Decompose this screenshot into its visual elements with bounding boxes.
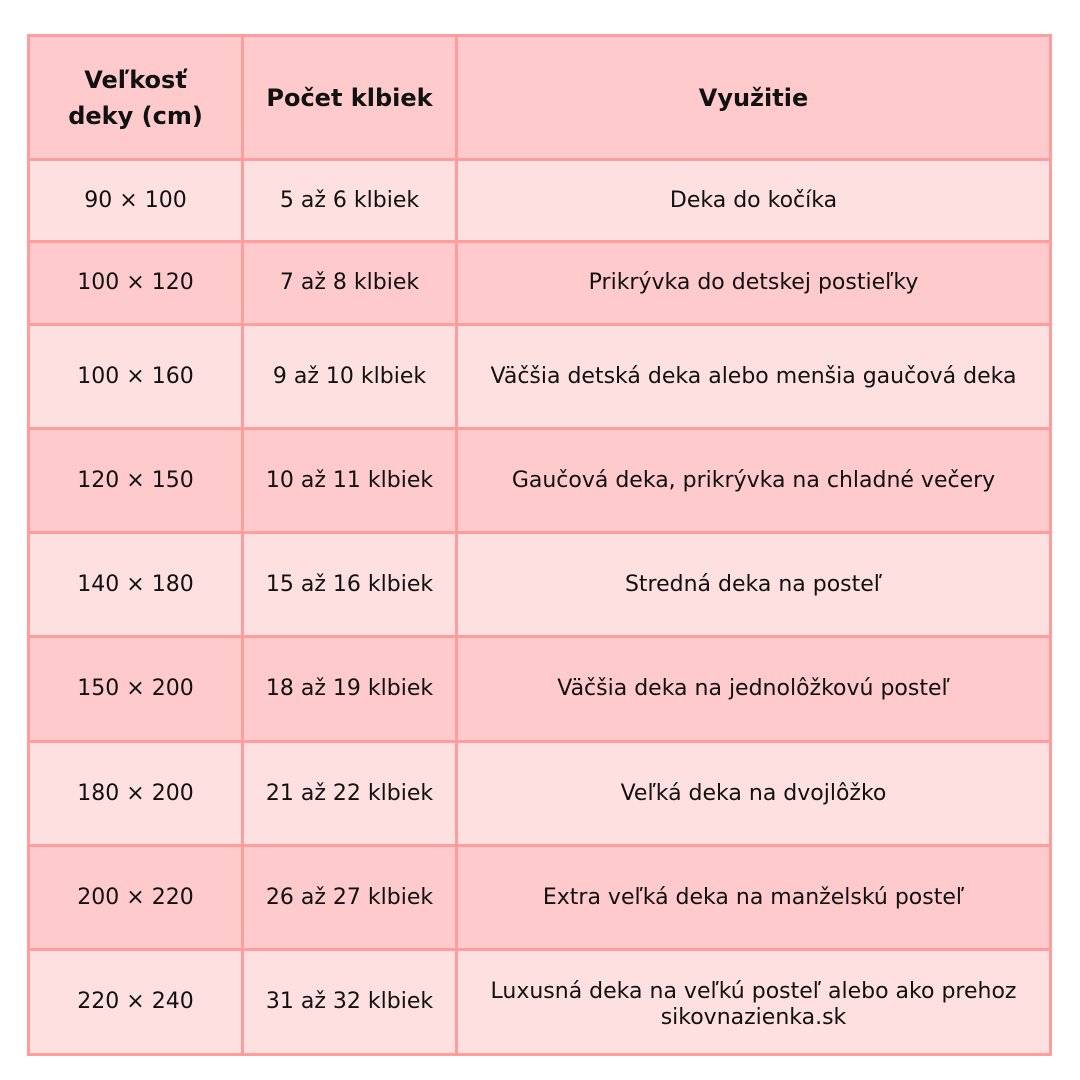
- cell-usage: Väčšia detská deka alebo menšia gaučová deka: [457, 325, 1051, 429]
- cell-skeins: 15 až 16 klbiek: [243, 533, 457, 637]
- cell-usage: Gaučová deka, prikrývka na chladné večery: [457, 429, 1051, 533]
- table-row: [29, 846, 1051, 950]
- cell-usage: Stredná deka na posteľ: [457, 533, 1051, 637]
- cell-skeins: 10 až 11 klbiek: [243, 429, 457, 533]
- yarn-blanket-table-container: [27, 34, 1049, 1056]
- cell-skeins: 21 až 22 klbiek: [243, 742, 457, 846]
- header-usage: Využitie: [457, 36, 1051, 160]
- cell-usage: Extra veľká deka na manželskú posteľ: [457, 846, 1051, 950]
- watermark-text: sikovnazienka.sk: [660, 1005, 847, 1030]
- cell-size: 180 × 200: [29, 742, 243, 846]
- table-row: [29, 742, 1051, 846]
- cell-size: 150 × 200: [29, 637, 243, 742]
- cell-usage-text: Luxusná deka na veľkú posteľ alebo ako prehoz: [490, 979, 1017, 1004]
- cell-usage: Väčšia deka na jednolôžkovú posteľ: [457, 637, 1051, 742]
- blanket-size-table: [27, 34, 1052, 1056]
- cell-usage: [457, 950, 1051, 1055]
- cell-skeins: 18 až 19 klbiek: [243, 637, 457, 742]
- table-header-row: [29, 36, 1051, 160]
- cell-size: 100 × 160: [29, 325, 243, 429]
- table-row: [29, 950, 1051, 1055]
- cell-size: 90 × 100: [29, 160, 243, 242]
- table-row: [29, 533, 1051, 637]
- cell-skeins: 9 až 10 klbiek: [243, 325, 457, 429]
- header-skein-count: Počet klbiek: [243, 36, 457, 160]
- cell-size: 200 × 220: [29, 846, 243, 950]
- cell-skeins: 31 až 32 klbiek: [243, 950, 457, 1055]
- table-row: [29, 637, 1051, 742]
- cell-skeins: 7 až 8 klbiek: [243, 242, 457, 325]
- cell-skeins: 26 až 27 klbiek: [243, 846, 457, 950]
- cell-size: 220 × 240: [29, 950, 243, 1055]
- header-blanket-size: [29, 36, 243, 160]
- header-blanket-size-line1: Veľkosť: [84, 65, 187, 94]
- header-blanket-size-line2: deky (cm): [68, 101, 203, 130]
- cell-usage: Deka do kočíka: [457, 160, 1051, 242]
- table-row: [29, 429, 1051, 533]
- cell-size: 140 × 180: [29, 533, 243, 637]
- cell-size: 120 × 150: [29, 429, 243, 533]
- cell-usage: Veľká deka na dvojlôžko: [457, 742, 1051, 846]
- cell-size: 100 × 120: [29, 242, 243, 325]
- cell-skeins: 5 až 6 klbiek: [243, 160, 457, 242]
- table-row: [29, 325, 1051, 429]
- table-row: [29, 160, 1051, 242]
- table-row: [29, 242, 1051, 325]
- cell-usage: Prikrývka do detskej postieľky: [457, 242, 1051, 325]
